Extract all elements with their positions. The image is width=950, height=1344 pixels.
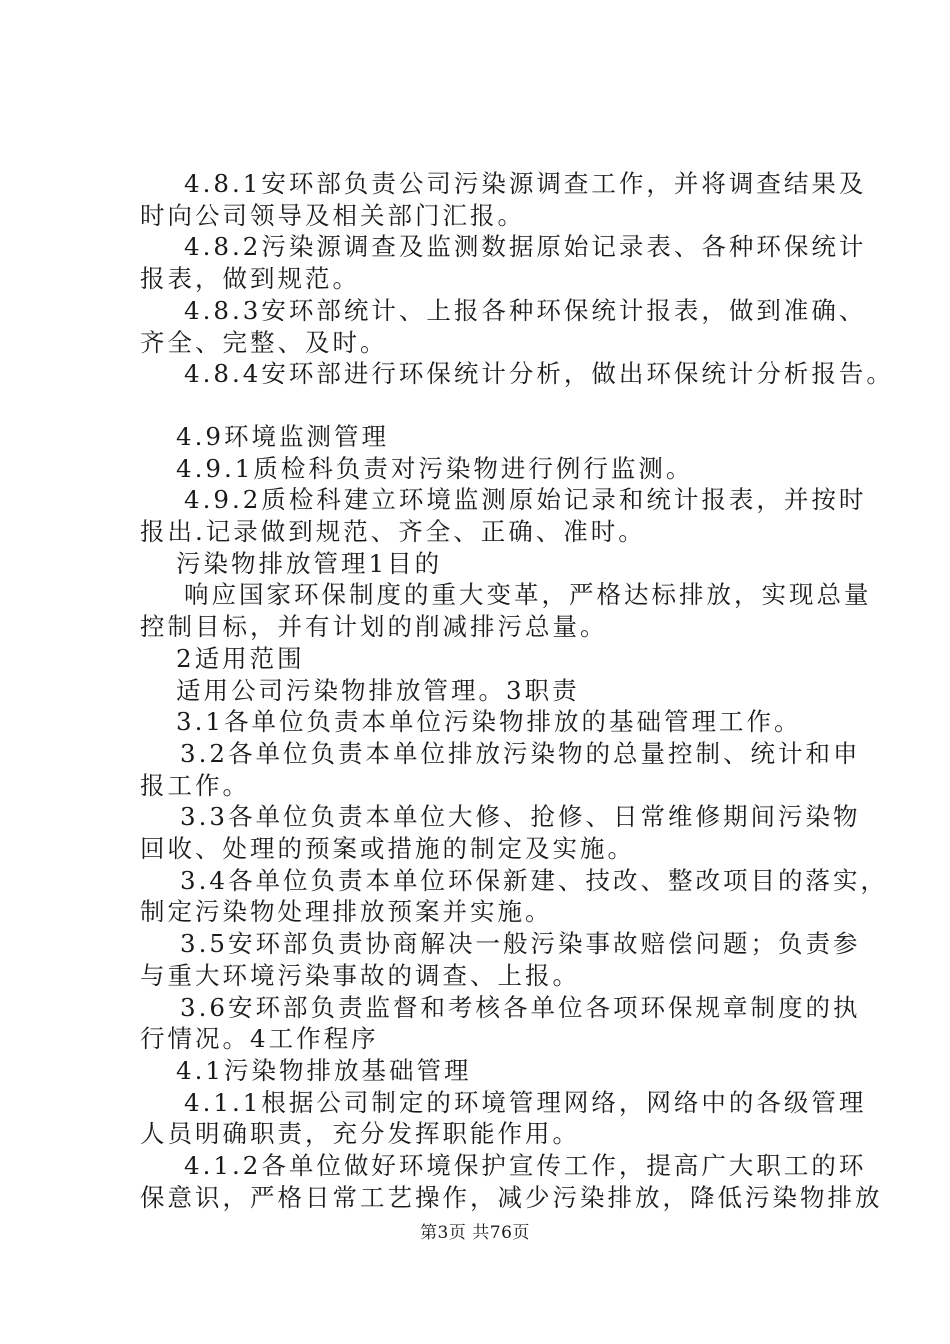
text-line: 报表，做到规范。: [140, 264, 360, 294]
text-line: 回收、处理的预案或措施的制定及实施。: [140, 834, 635, 864]
text-line: 4.8.3安环部统计、上报各种环保统计报表，做到准确、: [184, 295, 867, 325]
text-line: 3.4各单位负责本单位环保新建、技改、整改项目的落实，: [180, 865, 888, 895]
text-line: 4.8.2污染源调查及监测数据原始记录表、各种环保统计: [184, 232, 867, 262]
section-heading: 4.1污染物排放基础管理: [176, 1055, 472, 1085]
text-line: 与重大环境污染事故的调查、上报。: [140, 960, 580, 990]
text-line: 4.8.1安环部负责公司污染源调查工作，并将调查结果及: [184, 169, 867, 198]
text-line: 3.5安环部负责协商解决一般污染事故赔偿问题；负责参: [180, 929, 861, 959]
text-line: 时向公司领导及相关部门汇报。: [140, 200, 525, 230]
text-line: 保意识，严格日常工艺操作，减少污染排放，降低污染物排放: [140, 1182, 883, 1212]
text-line: 3.1各单位负责本单位污染物排放的基础管理工作。: [176, 707, 802, 737]
text-line: 4.9.2质检科建立环境监测原始记录和统计报表，并按时: [184, 485, 867, 515]
document-body: [140, 168, 894, 1214]
text-line: 3.3各单位负责本单位大修、抢修、日常维修期间污染物: [180, 802, 861, 832]
text-line: 4.8.4安环部进行环保统计分析，做出环保统计分析报告。: [184, 359, 894, 389]
text-line: 控制目标，并有计划的削减排污总量。: [140, 612, 608, 642]
text-line: 3.2各单位负责本单位排放污染物的总量控制、统计和申: [180, 738, 861, 768]
text-line: 制定污染物处理排放预案并实施。: [140, 897, 553, 927]
text-line: 适用公司污染物排放管理。3职责: [176, 675, 580, 705]
text-line: 报出.记录做到规范、齐全、正确、准时。: [140, 517, 646, 547]
text-line: 行情况。4工作程序: [140, 1024, 379, 1054]
section-heading: 2适用范围: [176, 643, 305, 673]
text-line: 4.1.2各单位做好环境保护宣传工作，提高广大职工的环: [184, 1151, 867, 1181]
section-heading: 4.9环境监测管理: [176, 421, 389, 451]
text-line: 齐全、完整、及时。: [140, 327, 388, 357]
text-line: 4.9.1质检科负责对污染物进行例行监测。: [176, 453, 694, 483]
text-line: 3.6安环部负责监督和考核各单位各项环保规章制度的执: [180, 992, 861, 1022]
text-line: 4.1.1根据公司制定的环境管理网络，网络中的各级管理: [184, 1087, 867, 1117]
section-heading: 污染物排放管理1目的: [176, 548, 443, 578]
page-number-footer: 第3页 共76页: [420, 1223, 530, 1243]
text-line: 响应国家环保制度的重大变革，严格达标排放，实现总量: [184, 580, 872, 610]
text-line: 人员明确职责，充分发挥职能作用。: [140, 1119, 580, 1149]
text-line: 报工作。: [140, 770, 250, 800]
